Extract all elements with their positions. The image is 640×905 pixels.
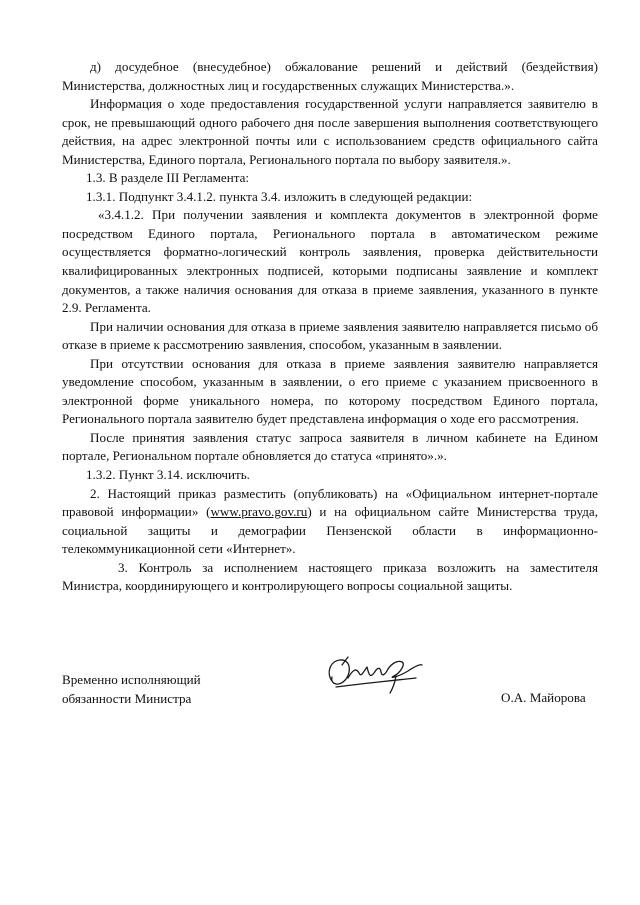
- paragraph-no-refusal-grounds: При отсутствии основания для отказа в приеме заявления заявителю направляется уведомление способом, указанным в заявлении, о его приеме с указанием присвоенного в электронной форме уникального номера, по которому посредством Единого портала, Регионального портала заявителю будет представлена информация о ходе его рассмотрения.: [62, 355, 598, 427]
- paragraph-subitem-1-3-2: 1.3.2. Пункт 3.14. исключить.: [86, 467, 250, 483]
- paragraph-section-3-heading: 1.3. В разделе III Регламента:: [86, 170, 250, 186]
- paragraph-status-update: После принятия заявления статус запроса заявителя в личном кабинете на Едином портале, Региональном портале обновляется до статуса «принято».».: [62, 429, 598, 464]
- paragraph-appeal-item-d: д) досудебное (внесудебное) обжалование решений и действий (бездействия) Министерства, должностных лиц и государственных служащих Министерства.».: [62, 59, 598, 93]
- paragraph-subitem-1-3-1: 1.3.1. Подпункт 3.4.1.2. пункта 3.4. изложить в следующей редакции:: [86, 188, 473, 204]
- publication-text-before: 2. Настоящий приказ разместить (опубликовать) на «Официальном интернет-портале правовой информации» (: [62, 485, 598, 520]
- signatory-title-line-1: Временно исполняющий: [62, 672, 201, 687]
- paragraph-3-4-1-2-text: «3.4.1.2. При получении заявления и комплекта документов в электронной форме посредством Единого портала, Регионального портала в автоматическом режиме осуществляется форматно-логический контроль заявления, проверка действительности квалифицированных электронных подписей, которыми подписаны заявление и комплект документов, а также наличия основания для отказа в приеме заявления, указанного в пункте 2.9. Регламента.: [62, 207, 598, 316]
- signatory-title: [62, 671, 201, 708]
- signatory-name: О.А. Майорова: [501, 690, 586, 705]
- publication-text-after: ) и на официальном сайте Министерства труда, социальной защиты и демографии Пензенской области в информационно-телекоммуникационной сети «Интернет».: [62, 504, 598, 557]
- paragraph-refusal-grounds: При наличии основания для отказа в приеме заявления заявителю направляется письмо об отказе в приеме к рассмотрению заявления, способом, указанным в заявлении.: [62, 318, 598, 353]
- paragraph-publication-order: [62, 485, 598, 559]
- document-body: [62, 58, 598, 596]
- pravo-gov-link[interactable]: www.pravo.gov.ru: [210, 504, 308, 520]
- signatory-title-line-2: обязанности Министра: [62, 690, 192, 706]
- handwritten-signature: [318, 651, 428, 697]
- paragraph-progress-info: Информация о ходе предоставления государственной услуги направляется заявителю в срок, не превышающий одного рабочего дня после завершения выполнения соответствующего действия, на адрес электронной почты или с использованием средств официального сайта Министерства, Единого портала, Регионального портала по выбору заявителя.».: [62, 96, 598, 167]
- paragraph-control-order: 3. Контроль за исполнением настоящего приказа возложить на заместителя Министра, координирующего и контролирующего вопросы социальной защиты.: [62, 559, 598, 594]
